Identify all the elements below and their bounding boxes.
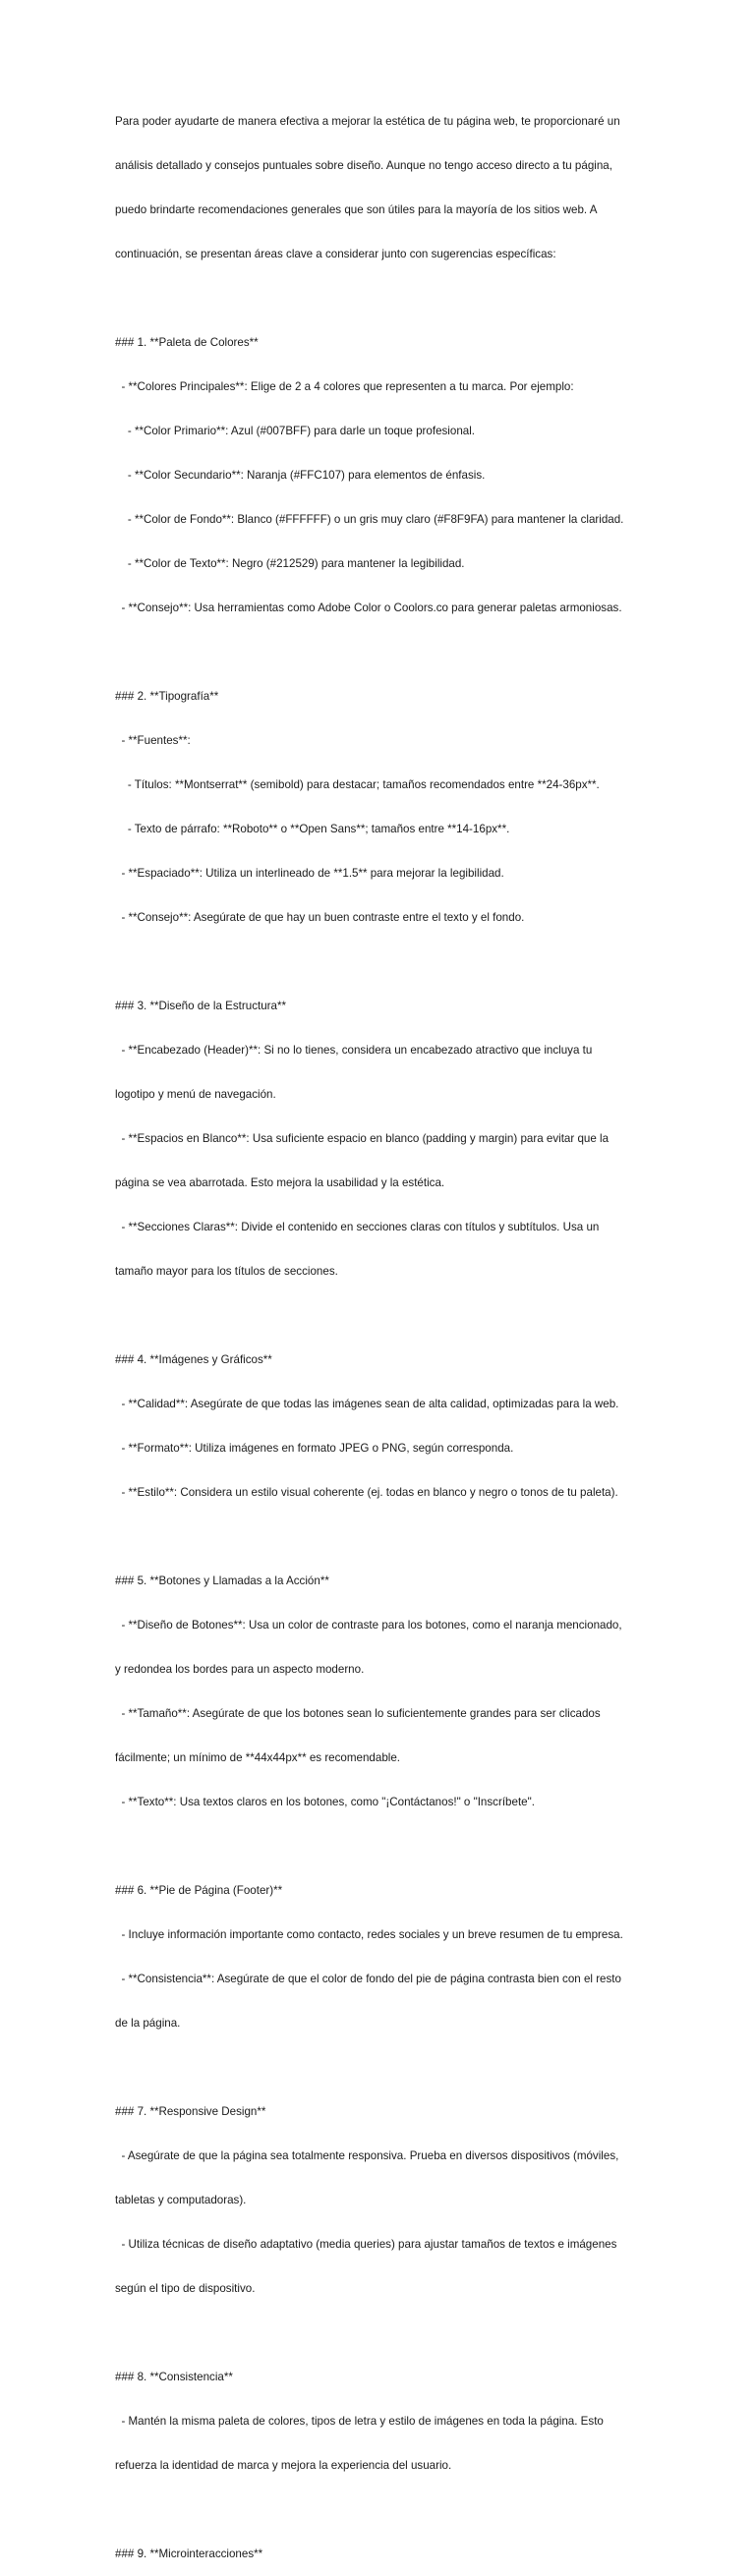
- blank-line: [115, 1529, 642, 1544]
- section-heading: ### 9. **Microinteracciones**: [115, 2547, 263, 2560]
- section-heading: ### 4. **Imágenes y Gráficos**: [115, 1353, 272, 1366]
- blank-line: [115, 2502, 642, 2517]
- text-line: y redondea los bordes para un aspecto moderno.: [115, 1663, 365, 1676]
- text-line: continuación, se presentan áreas clave a considerar junto con sugerencias específicas:: [115, 248, 556, 260]
- section-heading: ### 1. **Paleta de Colores**: [115, 336, 259, 349]
- text-line: - **Color de Texto**: Negro (#212529) para mantener la legibilidad.: [115, 557, 465, 570]
- blank-line: [115, 2060, 642, 2075]
- text-line: tabletas y computadoras).: [115, 2194, 247, 2206]
- text-line: - **Color Secundario**: Naranja (#FFC107) para elementos de énfasis.: [115, 469, 486, 482]
- text-line: - Texto de párrafo: **Roboto** o **Open Sans**; tamaños entre **14-16px**.: [115, 823, 510, 835]
- blank-line: [115, 1839, 642, 1854]
- text-line: - **Secciones Claras**: Divide el contenido en secciones claras con títulos y subtítulos. Usa un: [115, 1221, 600, 1233]
- text-line: - Títulos: **Montserrat** (semibold) para destacar; tamaños recomendados entre **24-36px**.: [115, 778, 600, 791]
- text-line: - **Diseño de Botones**: Usa un color de contraste para los botones, como el naranja mencionado,: [115, 1619, 622, 1631]
- text-line: - **Estilo**: Considera un estilo visual coherente (ej. todas en blanco y negro o tonos de tu paleta).: [115, 1486, 618, 1499]
- blank-line: [115, 2325, 642, 2340]
- text-line: refuerza la identidad de marca y mejora la experiencia del usuario.: [115, 2459, 452, 2472]
- text-line: - **Consejo**: Asegúrate de que hay un buen contraste entre el texto y el fondo.: [115, 911, 525, 924]
- text-line: Para poder ayudarte de manera efectiva a mejorar la estética de tu página web, te proporcionaré un: [115, 115, 620, 128]
- document-body: [115, 85, 642, 2576]
- blank-line: [115, 954, 642, 969]
- text-line: - **Espacios en Blanco**: Usa suficiente espacio en blanco (padding y margin) para evitar que la: [115, 1132, 610, 1145]
- text-line: - **Espaciado**: Utiliza un interlineado de **1.5** para mejorar la legibilidad.: [115, 867, 504, 880]
- text-line: - Mantén la misma paleta de colores, tipos de letra y estilo de imágenes en toda la página. Esto: [115, 2415, 604, 2428]
- text-line: - **Texto**: Usa textos claros en los botones, como "¡Contáctanos!" o "Inscríbete".: [115, 1796, 535, 1808]
- text-line: análisis detallado y consejos puntuales sobre diseño. Aunque no tengo acceso directo a tu página,: [115, 159, 612, 172]
- text-line: tamaño mayor para los títulos de secciones.: [115, 1265, 338, 1278]
- text-line: - **Encabezado (Header)**: Si no lo tienes, considera un encabezado atractivo que incluya tu: [115, 1044, 593, 1057]
- text-line: fácilmente; un mínimo de **44x44px** es recomendable.: [115, 1751, 401, 1764]
- blank-line: [115, 1308, 642, 1323]
- section-heading: ### 2. **Tipografía**: [115, 690, 219, 703]
- text-line: - **Fuentes**:: [115, 734, 191, 747]
- text-line: - **Color Primario**: Azul (#007BFF) para darle un toque profesional.: [115, 425, 476, 437]
- section-heading: ### 7. **Responsive Design**: [115, 2105, 266, 2118]
- text-line: - Incluye información importante como contacto, redes sociales y un breve resumen de tu empresa.: [115, 1928, 623, 1941]
- text-line: según el tipo de dispositivo.: [115, 2282, 256, 2295]
- text-line: página se vea abarrotada. Esto mejora la usabilidad y la estética.: [115, 1176, 445, 1189]
- blank-line: [115, 645, 642, 659]
- text-line: - Utiliza técnicas de diseño adaptativo (media queries) para ajustar tamaños de textos e imágenes: [115, 2238, 617, 2251]
- section-heading: ### 5. **Botones y Llamadas a la Acción**: [115, 1574, 329, 1587]
- text-line: - **Formato**: Utiliza imágenes en formato JPEG o PNG, según corresponda.: [115, 1442, 514, 1455]
- text-line: logotipo y menú de navegación.: [115, 1088, 276, 1101]
- text-line: de la página.: [115, 2017, 181, 2030]
- text-line: - Asegúrate de que la página sea totalmente responsiva. Prueba en diversos dispositivos (móviles,: [115, 2149, 619, 2162]
- text-line: - **Colores Principales**: Elige de 2 a 4 colores que representen a tu marca. Por ejemplo:: [115, 380, 574, 393]
- section-heading: ### 6. **Pie de Página (Footer)**: [115, 1884, 283, 1897]
- blank-line: [115, 291, 642, 306]
- text-line: - **Calidad**: Asegúrate de que todas las imágenes sean de alta calidad, optimizadas para la web.: [115, 1398, 619, 1410]
- text-line: - **Consejo**: Usa herramientas como Adobe Color o Coolors.co para generar paletas armoniosas.: [115, 601, 622, 614]
- text-line: - **Tamaño**: Asegúrate de que los botones sean lo suficientemente grandes para ser clicados: [115, 1707, 601, 1720]
- section-heading: ### 3. **Diseño de la Estructura**: [115, 1000, 287, 1012]
- text-line: - **Color de Fondo**: Blanco (#FFFFFF) o un gris muy claro (#F8F9FA) para mantener la claridad.: [115, 513, 624, 526]
- text-line: puedo brindarte recomendaciones generales que son útiles para la mayoría de los sitios web. A: [115, 203, 598, 216]
- section-heading: ### 8. **Consistencia**: [115, 2371, 233, 2383]
- text-line: - **Consistencia**: Asegúrate de que el color de fondo del pie de página contrasta bien con el resto: [115, 1973, 621, 1985]
